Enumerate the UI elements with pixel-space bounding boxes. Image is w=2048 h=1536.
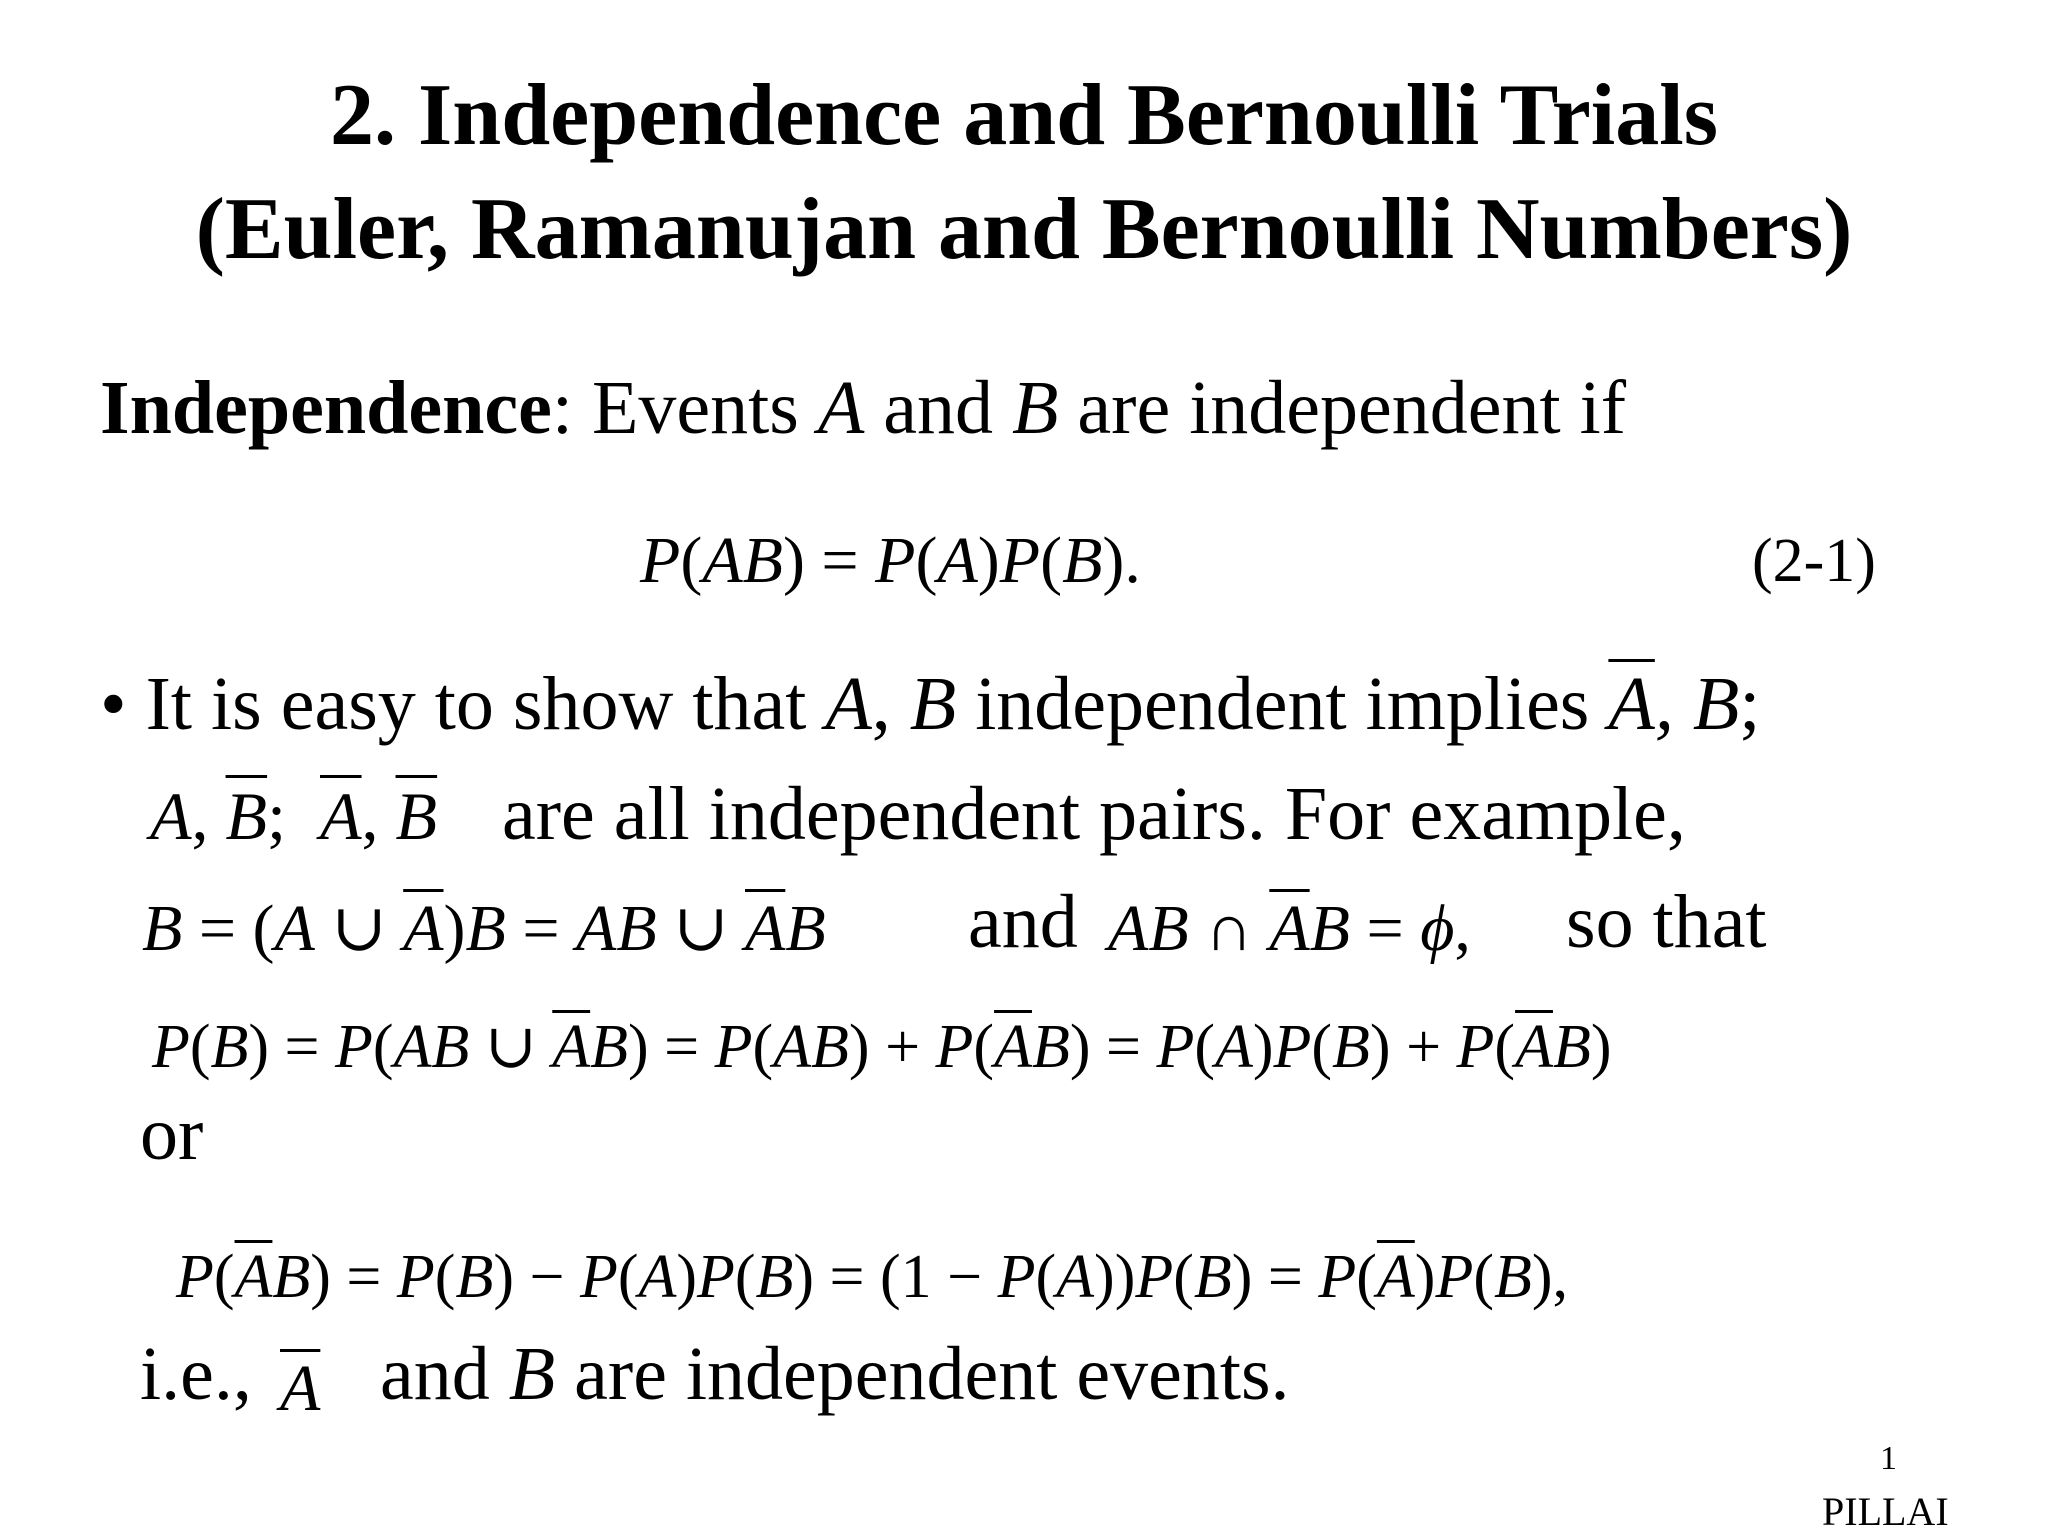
author-label: PILLAI: [1822, 1489, 1949, 1534]
conclusion-rest: are independent events.: [555, 1332, 1290, 1416]
so-that-word: so that: [1566, 880, 1767, 964]
bullet-marker: •: [100, 662, 127, 746]
conclusion-ie: i.e.,: [140, 1332, 252, 1416]
var-a: A: [817, 366, 865, 450]
or-word: or: [140, 1092, 204, 1176]
var-b: B: [1011, 366, 1059, 450]
page-number: 1: [1880, 1440, 1897, 1477]
slide-title-line1: 2. Independence and Bernoulli Trials: [330, 67, 1718, 164]
and-word: and: [968, 880, 1078, 964]
conclusion-text: [380, 1332, 1290, 1416]
conclusion-var-a: $\overline{A}$: [280, 1352, 321, 1425]
equation-2-1: P(AB) = P(A)P(B).: [640, 524, 1141, 597]
bullet-text: It is easy to show that: [145, 662, 826, 746]
bullet-line-2-pairs: A, $\overline{B}$; $\overline{A}$, $\overline{B}$: [150, 778, 438, 854]
definition-line: [100, 366, 1627, 450]
conclusion-and: and: [380, 1332, 509, 1416]
definition-term: Independence: [100, 366, 552, 450]
definition-rest: are independent if: [1058, 366, 1627, 450]
bullet-line-1: • It is easy to show that A, B independent implies $\overline{A}$, B;: [100, 662, 1761, 746]
definition-and: and: [864, 366, 1012, 450]
equation-line-3-left: B = (A ∪ $\overline{A})B$ = AB ∪ $\overline{A}B$: [142, 892, 826, 965]
equation-line-5: $P(\overline{A}B) = P(B) - P(A)P(B) = (1 - P(A))P(B) = P(\overline{A})P(B)$,: [176, 1243, 1568, 1311]
bullet-line-2-text: are all independent pairs. For example,: [502, 772, 1686, 856]
definition-text: : Events: [551, 366, 818, 450]
conclusion-var-b: B: [508, 1332, 556, 1416]
equation-label: (2-1): [1752, 527, 1876, 595]
slide-title-line2: (Euler, Ramanujan and Bernoulli Numbers): [195, 181, 1853, 278]
bullet-text-rest: independent implies: [956, 662, 1609, 746]
equation-line-3-mid: AB ∩ $\overline{A}B = \phi$,: [1108, 892, 1471, 965]
equation-line-4: P(B) = P(AB ∪ $\overline{A}B) = P(AB) + P(\overline{A}B) = P(A)P(B) + P(\overline{A}B)$: [152, 1013, 1612, 1081]
